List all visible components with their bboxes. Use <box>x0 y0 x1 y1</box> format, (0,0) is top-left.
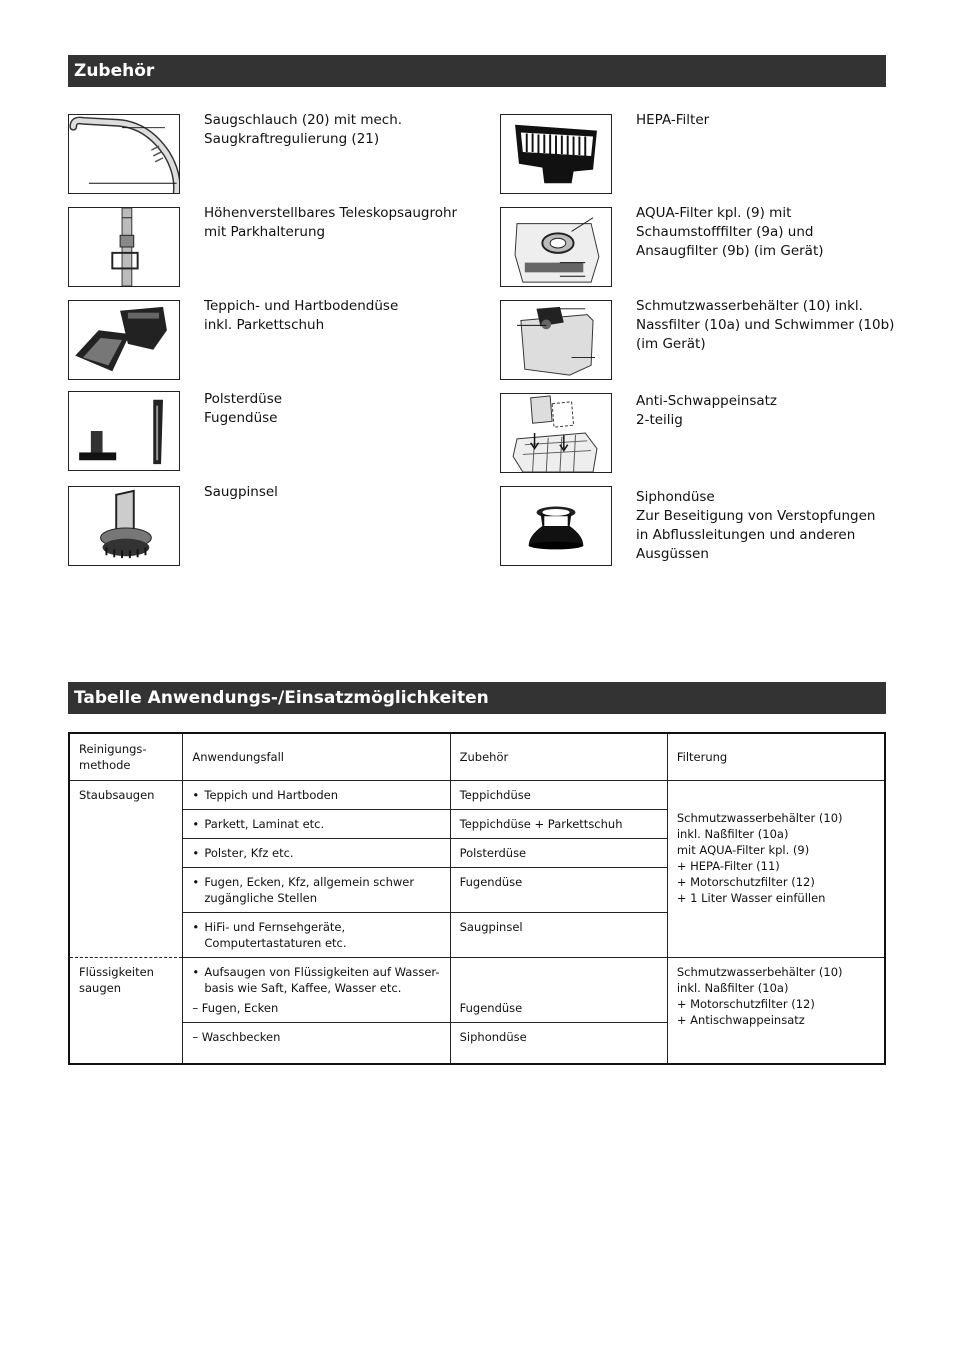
section-title-usage-table: Tabelle Anwendungs-/Einsatzmöglichkeiten <box>68 682 886 714</box>
table-header-row <box>69 733 885 781</box>
aqua-filter-icon <box>500 207 612 287</box>
telescopic-tube-icon <box>68 207 180 287</box>
use-cell: – Waschbecken <box>183 1023 450 1065</box>
accessory-description: AQUA-Filter kpl. (9) mit Schaumstofffilter (9a) und Ansaugfilter (9b) (im Gerät) <box>636 205 824 259</box>
use-cell: • Parkett, Laminat etc. <box>183 810 450 839</box>
header-accessory: Zubehör <box>450 733 667 781</box>
accessory-description: Höhenverstellbares Teleskopsaugrohr mit Parkhalterung <box>204 205 458 240</box>
accessory-description: Polsterdüse Fugendüse <box>204 391 283 426</box>
accessory-description: Teppich- und Hartbodendüse inkl. Parkettschuh <box>204 298 399 333</box>
accessory-description: Saugschlauch (20) mit mech. Saugkraftregulierung (21) <box>204 112 403 147</box>
accessory-description: Saugpinsel <box>204 484 278 500</box>
accessory-cell: Polsterdüse <box>450 839 667 868</box>
accessory-cell: Fugendüse <box>450 958 667 1023</box>
hepa-filter-icon <box>500 114 612 194</box>
accessory-cell: Teppichdüse <box>450 781 667 810</box>
method-wet: Flüssigkeiten saugen <box>69 958 183 1065</box>
upholstery-crevice-nozzle-icon <box>68 391 180 471</box>
floor-nozzle-icon <box>68 300 180 380</box>
accessory-cell: Teppichdüse + Parkettschuh <box>450 810 667 839</box>
accessory-cell: Fugendüse <box>450 868 667 913</box>
use-cell: • HiFi- und Fernsehgeräte, Computertastaturen etc. <box>183 913 450 958</box>
accessory-description: Siphondüse Zur Beseitigung von Verstopfungen in Abflussleitungen und anderen Ausgüssen <box>636 489 876 562</box>
siphon-nozzle-icon <box>500 486 612 566</box>
section-title-accessories: Zubehör <box>68 55 886 87</box>
suction-hose-icon <box>68 114 180 194</box>
accessory-description: Anti-Schwappeinsatz 2-teilig <box>636 393 778 428</box>
header-method: Reinigungs- methode <box>69 733 183 781</box>
suction-brush-icon <box>68 486 180 566</box>
accessory-description: Schmutzwasserbehälter (10) inkl. Nassfilter (10a) und Schwimmer (10b) (im Gerät) <box>636 298 895 352</box>
table-row <box>69 958 885 1023</box>
filter-dry: Schmutzwasserbehälter (10) inkl. Naßfilter (10a) mit AQUA-Filter kpl. (9) + HEPA-Filter (11) + Motorschutzfilter (12) + 1 Liter Wasser einfüllen <box>667 781 885 958</box>
accessory-cell: Siphondüse <box>450 1023 667 1065</box>
accessory-cell: Saugpinsel <box>450 913 667 958</box>
method-dry: Staubsaugen <box>69 781 183 958</box>
use-cell: • Teppich und Hartboden <box>183 781 450 810</box>
header-filter: Filterung <box>667 733 885 781</box>
use-cell: • Aufsaugen von Flüssigkeiten auf Wasser- basis wie Saft, Kaffee, Wasser etc. – Fugen, Ecken <box>183 958 450 1023</box>
header-use: Anwendungsfall <box>183 733 450 781</box>
use-cell: • Fugen, Ecken, Kfz, allgemein schwer zugängliche Stellen <box>183 868 450 913</box>
accessory-description: HEPA-Filter <box>636 112 710 128</box>
anti-splash-insert-icon <box>500 393 612 473</box>
filter-wet: Schmutzwasserbehälter (10) inkl. Naßfilter (10a) + Motorschutzfilter (12) + Antischwappeinsatz <box>667 958 885 1065</box>
dirty-water-tank-icon <box>500 300 612 380</box>
usage-table <box>68 732 886 1065</box>
use-cell: • Polster, Kfz etc. <box>183 839 450 868</box>
table-row <box>69 781 885 810</box>
